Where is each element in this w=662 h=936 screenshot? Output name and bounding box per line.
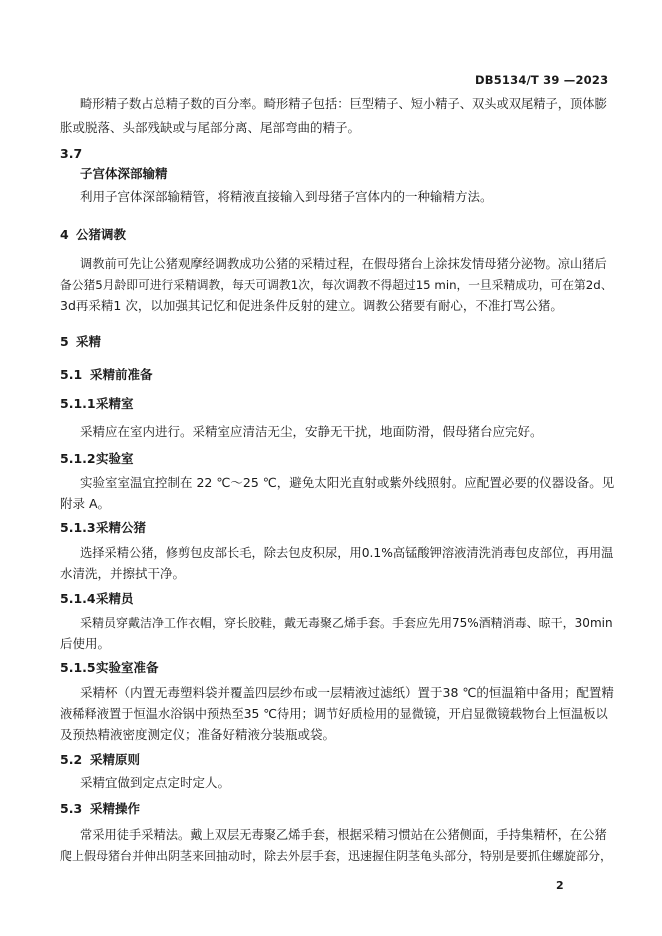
paragraph-line: 及预热精液密度测定仪；准备好精液分装瓶或袋。: [60, 727, 336, 742]
section-heading-5-1-2: [60, 451, 134, 467]
section-heading-5-1-1: [60, 396, 134, 412]
section-title: 实验室: [96, 451, 134, 466]
paragraph-line: 爬上假母猪台并伸出阴茎来回抽动时，除去外层手套，迅速握住阴茎龟头部分，特别是要抓住螺旋部分，: [60, 849, 613, 863]
paragraph-line: 水清洗，并擦拭干净。: [60, 566, 186, 581]
section-heading-5: [60, 334, 101, 350]
section-number: 5.1.1: [60, 396, 96, 411]
paragraph-line: 采精员穿戴洁净工作衣帽，穿长胶鞋，戴无毒聚乙烯手套。手套应先用75%酒精消毒、晾干，30min: [80, 616, 613, 630]
paragraph-line: 实验室室温宜控制在 22 ℃～25 ℃，避免太阳光直射或紫外线照射。应配置必要的仪器设备。见: [80, 475, 615, 490]
section-title: 采精原则: [90, 752, 141, 767]
paragraph-line: 采精宜做到定点定时定人。: [80, 775, 231, 790]
section-heading-5-1-5: [60, 660, 159, 676]
document-id: DB5134/T 39 —2023: [475, 73, 609, 87]
page-number: 2: [556, 879, 564, 892]
section-number: 5: [60, 334, 69, 349]
paragraph-line: 选择采精公猪，修剪包皮部长毛，除去包皮积尿，用0.1%高锰酸钾溶液清洗消毒包皮部位，再用温: [80, 546, 614, 560]
section-heading-4: [60, 227, 126, 243]
term-definition: 利用子宫体深部输精管，将精液直接输入到母猪子宫体内的一种输精方法。: [80, 189, 493, 204]
section-title: 实验室准备: [96, 660, 159, 675]
section-title: 采精: [76, 334, 102, 349]
section-number: 4: [60, 227, 69, 242]
term-title: 子宫体深部输精: [80, 166, 168, 181]
section-heading-5-2: [60, 752, 140, 768]
section-heading-5-3: [60, 801, 140, 817]
paragraph-line: 常采用徒手采精法。戴上双层无毒聚乙烯手套，根据采精习惯站在公猪侧面，手持集精杯，在公猪: [80, 828, 607, 842]
section-number: 5.1.4: [60, 591, 96, 606]
section-heading-5-1-4: [60, 591, 134, 607]
section-number: 5.1.5: [60, 660, 96, 675]
section-title: 采精公猪: [96, 520, 147, 535]
section-heading-5-1: [60, 367, 153, 383]
section-number: 5.2: [60, 752, 83, 767]
paragraph-line: 3d再采精1 次，以加强其记忆和促进条件反射的建立。调教公猪要有耐心，不准打骂公猪。: [60, 298, 563, 313]
paragraph-line: 附录 A。: [60, 496, 111, 511]
section-title: 采精员: [96, 591, 134, 606]
section-number: 5.1.2: [60, 451, 96, 466]
paragraph-line: 胀或脱落、头部残缺或与尾部分离、尾部弯曲的精子。: [60, 120, 361, 135]
paragraph-line: 采精应在室内进行。采精室应清洁无尘，安静无干扰，地面防滑，假母猪台应完好。: [80, 424, 543, 439]
paragraph-line: 备公猪5月龄即可进行采精调教，每天可调教1次，每次调教不得超过15 min，一旦采精成功，可在第2d、: [60, 278, 613, 292]
section-title: 公猪调教: [76, 227, 127, 242]
section-number: 5.1.3: [60, 520, 96, 535]
paragraph-line: 采精杯（内置无毒塑料袋并覆盖四层纱布或一层精液过滤纸）置于38 ℃的恒温箱中备用；配置精: [80, 685, 614, 700]
paragraph-line: 调教前可先让公猪观摩经调教成功公猪的采精过程，在假母猪台上涂抹发情母猪分泌物。凉山猪后: [80, 257, 607, 271]
section-heading-5-1-3: [60, 520, 146, 536]
paragraph-line: 畸形精子数占总精子数的百分率。畸形精子包括：巨型精子、短小精子、双头或双尾精子，顶体膨: [80, 97, 607, 111]
section-number: 5.1: [60, 367, 83, 382]
section-number-3-7: 3.7: [60, 146, 83, 161]
section-title: 采精操作: [90, 801, 141, 816]
paragraph-line: 液稀释液置于恒温水浴锅中预热至35 ℃待用；调节好质检用的显微镜，开启显微镜载物台上恒温板以: [60, 707, 608, 721]
section-title: 采精室: [96, 396, 134, 411]
section-number: 5.3: [60, 801, 83, 816]
paragraph-line: 后使用。: [60, 636, 111, 651]
section-title: 采精前准备: [90, 367, 153, 382]
